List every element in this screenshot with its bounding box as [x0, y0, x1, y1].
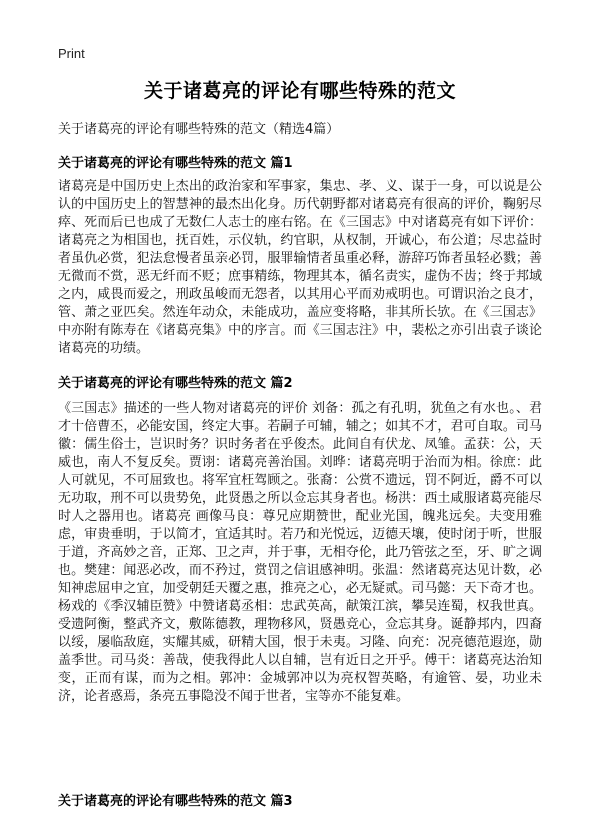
section-heading-3: 关于诸葛亮的评论有哪些特殊的范文 篇3	[58, 794, 293, 809]
section-body-1: 诸葛亮是中国历史上杰出的政治家和军事家，集忠、孝、义、谋于一身，可以说是公认的中国历史上的智慧神的最杰出化身。历代朝野都对诸葛亮有很高的评价，鞠躬尽瘁、死而后已也成了无数仁人志士的座右铭。在《三国志》中对诸葛亮有如下评价：诸葛亮之为相国也，抚百姓，示仪轨，约官职，从权制，开诚心，布公道；尽忠益时者虽仇必赏，犯法怠慢者虽亲必罚，服罪输情者虽重必释，游辞巧饰者虽轻必戮；善无微而不赏，恶无纤而不贬；庶事精练，物理其本，循名责实，虚伪不齿；终于邦域之内，咸畏而爱之，刑政虽峻而无怨者，以其用心平而劝戒明也。可谓识治之良才，管、萧之亚匹矣。然连年动众，未能成功，盖应变将略，非其所长欤。在《三国志》中亦附有陈寿在《诸葛亮集》中的序言。而《三国志注》中，裴松之亦引出袁子谈论诸葛亮的功绩。	[58, 179, 542, 356]
section-heading-1: 关于诸葛亮的评论有哪些特殊的范文 篇1	[58, 156, 293, 171]
section-body-2: 《三国志》描述的一些人物对诸葛亮的评价 刘备：孤之有孔明，犹鱼之有水也。、君才十倍曹丕，必能安国，终定大事。若嗣子可辅，辅之；如其不才，君可自取。司马徽：儒生俗士，岂识时务？识时务者在乎俊杰。此间自有伏龙、凤雏。孟获：公，天威也，南人不复反矣。贾诩：诸葛亮善治国。刘晔：诸葛亮明于治而为相。徐庶：此人可就见，不可屈致也。将军宜枉驾顾之。张裔：公赏不遗远，罚不阿近，爵不可以无功取，刑不可以贵势免，此贤愚之所以佥忘其身者也。杨洪：西土咸服诸葛亮能尽时人之器用也。诸葛亮 画像马良：尊兄应期赞世，配业光国，魄兆远矣。夫变用雅虑，审贵垂明，于以简才，宜适其时。若乃和光悦远，迈德天壤，使时闭于听，世服于道，齐高妙之音，正郑、卫之声，并于事，无相夺伦，此乃管弦之至，牙、旷之调也。樊建：闻恶必改，而不矜过，赏罚之信诅感神明。张温：然诸葛亮达见计数，必知神虑屈申之宜，加受朝廷天覆之惠，推亮之心，必无疑贰。司马懿：天下奇才也。杨戏的《季汉辅臣赞》中赞诸葛丞相：忠武英高，献策江滨，攀吴连蜀，权我世真。受遗阿衡，整武齐文，敷陈德教，理物移风，贤愚竞心，佥忘其身。诞静邦内，四裔以绥，屡临敌庭，实耀其威，研精大国，恨于未夷。习隆、向充：况亮德范遐迩，勋盖季世。司马炎：善哉，使我得此人以自辅，岂有近日之开乎。傅干：诸葛亮达治知变，正而有谋，而为之相。郭冲：金城郭冲以为亮权智英略，有逾管、晏，功业未济，论者惑焉，条亮五事隐没不闻于世者，宝等亦不能复难。	[58, 401, 542, 704]
document-subtitle: 关于诸葛亮的评论有哪些特殊的范文（精选4篇）	[58, 122, 340, 137]
section-heading-2: 关于诸葛亮的评论有哪些特殊的范文 篇2	[58, 376, 293, 391]
document-title: 关于诸葛亮的评论有哪些特殊的范文	[143, 80, 456, 102]
print-link[interactable]: Print	[58, 46, 85, 61]
